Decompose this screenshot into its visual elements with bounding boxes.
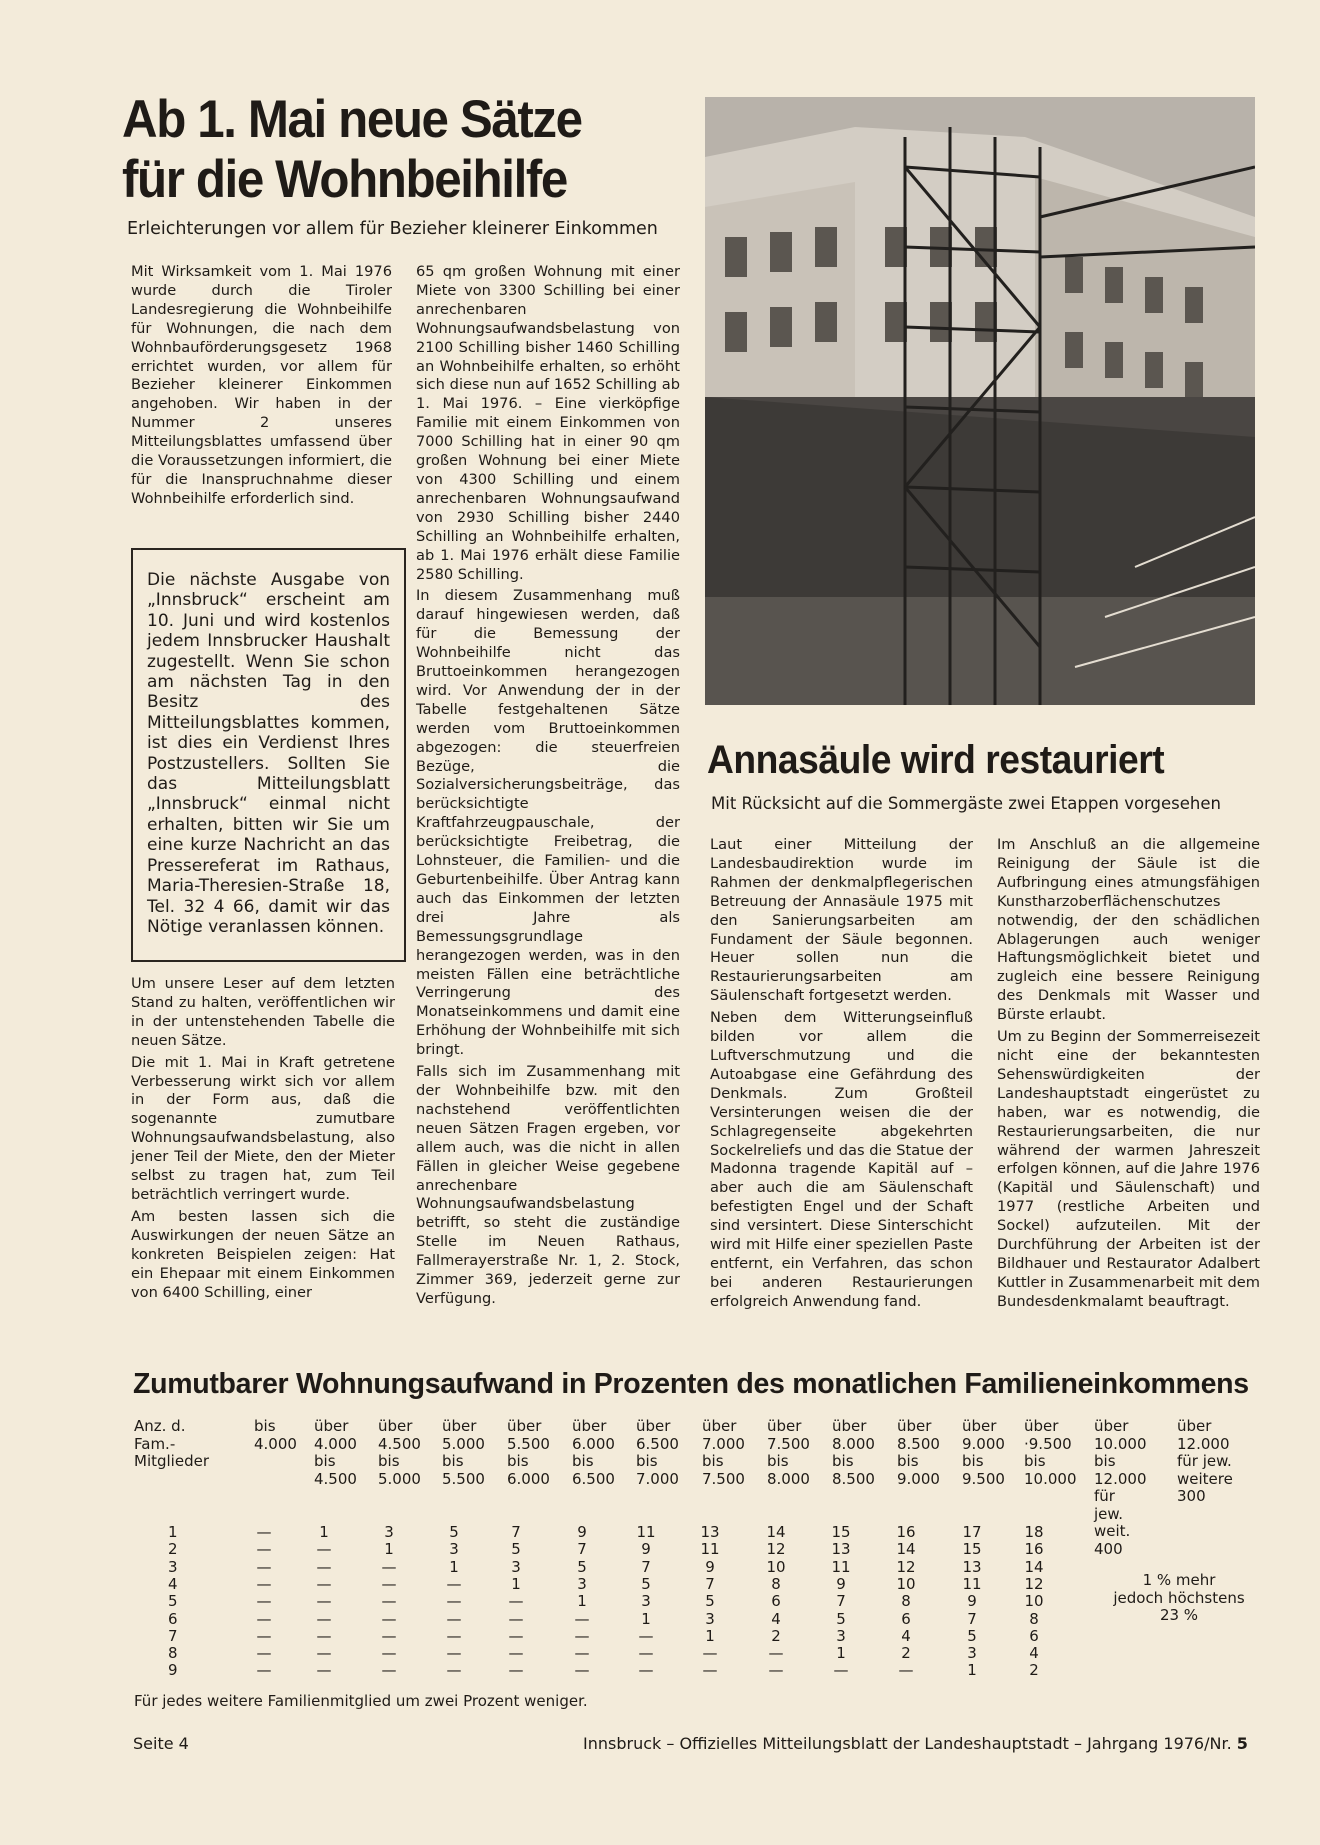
table-cell: 8: [771, 1574, 781, 1593]
table-cell: —: [381, 1557, 397, 1576]
table-cell: 11: [700, 1540, 720, 1559]
table-cell: —: [256, 1644, 272, 1663]
table-cell: —: [702, 1661, 718, 1680]
table-cell: —: [574, 1644, 590, 1663]
table-title: Zumutbarer Wohnungsaufwand in Prozenten des monatlichen Familieneinkommens: [133, 1368, 1249, 1400]
article-subheadline-annasaeule: Mit Rücksicht auf die Sommergäste zwei Etappen vorgesehen: [711, 794, 1221, 813]
table-footnote: Für jedes weitere Familienmitglied um zwei Prozent weniger.: [134, 1692, 588, 1710]
table-cell: —: [574, 1661, 590, 1680]
table-row-label: 5: [168, 1592, 178, 1611]
publication-line: Innsbruck – Offizielles Mitteilungsblatt der Landeshauptstadt – Jahrgang 1976/Nr.: [583, 1734, 1232, 1753]
article1-column2: [416, 263, 680, 1312]
table-cell: 3: [836, 1626, 846, 1645]
table-cell: —: [256, 1592, 272, 1611]
photo-illustration: [705, 97, 1255, 705]
article-headline-wohnbeihilfe: [122, 90, 643, 210]
table-cell: —: [316, 1626, 332, 1645]
table-row-label: 8: [168, 1644, 178, 1663]
table-cell: 3: [384, 1523, 394, 1541]
table-row-label: 2: [168, 1540, 178, 1559]
table-cell: —: [256, 1523, 272, 1541]
table-cell: —: [446, 1574, 462, 1593]
table-cell: 3: [449, 1540, 459, 1559]
table-cell: —: [508, 1609, 524, 1628]
table-cell: 4: [1029, 1644, 1039, 1663]
table-cell: 1: [319, 1523, 329, 1541]
table-cell: 8: [1029, 1609, 1039, 1628]
table-cell: —: [508, 1661, 524, 1680]
table-column-header: über 7.000 bis 7.500: [702, 1417, 745, 1488]
article2-paragraph: Neben dem Witterungseinfluß bilden vor allem die Luftverschmutzung und die Autoabgase eine Gefährdung des Denkmals. Zum Großteil Versinterungen weisen die der Schlagregenseite abgekehrten Sockelreliefs und das die Statue der Madonna tragende Kapitäl auf – aber auch die am Säulenschaft befestigten Engel und der Schaft sind versintert. Diese Sinterschicht wird mit Hilfe einer speziellen Paste entfernt, ein Verfahren, das schon bei anderen Restaurierungen erfolgreich Anwendung fand.: [710, 1009, 973, 1310]
table-column-header: über 6.500 bis 7.000: [636, 1417, 679, 1488]
table-cell: 5: [511, 1540, 521, 1559]
table-cell: —: [316, 1540, 332, 1559]
article1-paragraph: Um unsere Leser auf dem letzten Stand zu halten, veröffentlichen wir in der untenstehenden Tabelle die neuen Sätze.: [131, 975, 395, 1049]
table-column-header: über 8.000 bis 8.500: [832, 1417, 875, 1488]
table-cell: —: [768, 1644, 784, 1663]
table-cell: 2: [901, 1644, 911, 1663]
table-cell: 3: [705, 1609, 715, 1628]
article-subheadline-wohnbeihilfe: Erleichterungen vor allem für Bezieher kleinerer Einkommen: [127, 219, 658, 239]
table-cell: —: [381, 1574, 397, 1593]
table-cell: 5: [449, 1523, 459, 1541]
table-cell: 5: [705, 1592, 715, 1611]
table-cell: 6: [771, 1592, 781, 1611]
article2-paragraph: Laut einer Mitteilung der Landesbaudirektion wurde im Rahmen der denkmalpflegerischen Betreuung der Annasäule 1975 mit den Sanierungsarbeiten am Fundament der Säule begonnen. Heuer sollen nun die Restaurierungsarbeiten am Säulenschaft fortgesetzt werden.: [710, 836, 973, 1005]
table-cell: —: [316, 1557, 332, 1576]
table-cell: 2: [1029, 1661, 1039, 1680]
table-column-header: über 8.500 bis 9.000: [897, 1417, 940, 1488]
table-cell: 10: [766, 1557, 786, 1576]
table-cell: 7: [641, 1557, 651, 1576]
article-headline-annasaeule: Annasäule wird restauriert: [707, 738, 1165, 782]
table-cell: 7: [511, 1523, 521, 1541]
article1-paragraph: Am besten lassen sich die Auswirkungen der neuen Sätze an konkreten Beispielen zeigen: Hat ein Ehepaar mit einem Einkommen von 6400 Schilling, einer: [131, 1207, 395, 1301]
table-cell: 3: [577, 1574, 587, 1593]
table-cell: —: [446, 1609, 462, 1628]
article1-paragraph: Mit Wirksamkeit vom 1. Mai 1976 wurde durch die Tiroler Landesregierung die Wohnbeihilfe für Wohnungen, die nach dem Wohnbauförderungsgesetz 1968 errichtet wurden, vor allem für Bezieher kleinerer Einkommen angehoben. Wir haben in der Nummer 2 unseres Mitteilungsblattes umfassend über die Voraussetzungen informiert, die für die Inanspruchnahme dieser Wohnbeihilfe erforderlich sind.: [131, 263, 392, 507]
table-cell: 11: [831, 1557, 851, 1576]
table-column-header: über ·9.500 bis 10.000: [1024, 1417, 1077, 1488]
page-number: Seite 4: [133, 1734, 189, 1753]
table-cell: 12: [766, 1540, 786, 1559]
table-cell: 1: [511, 1574, 521, 1593]
table-note: 1 % mehr jedoch höchstens 23 %: [1113, 1571, 1245, 1624]
table-column-header: über 12.000 für jew. weitere 300: [1177, 1417, 1233, 1505]
table-cell: 3: [511, 1557, 521, 1576]
article2-paragraph: Um zu Beginn der Sommerreisezeit nicht eine der bekanntesten Sehenswürdigkeiten der Landeshauptstadt eingerüstet zu haben, war es notwendig, die Restaurierungsarbeiten, die nur während der warmen Jahreszeit erfolgen können, auf die Jahre 1976 (Kapitäl und Säulenschaft) und 1977 (restliche Arbeiten und Sockel) aufzuteilen. Mit der Durchführung der Arbeiten ist der Bildhauer und Restaurator Adalbert Kuttler in Zusammenarbeit mit dem Bundesdenkmalamt beauftragt.: [997, 1028, 1260, 1310]
issue-number: 5: [1236, 1734, 1248, 1753]
table-cell: 10: [896, 1574, 916, 1593]
table-cell: 8: [901, 1592, 911, 1611]
headline-line-1: Ab 1. Mai neue Sätze: [122, 90, 582, 149]
table-cell: 11: [636, 1523, 656, 1541]
table-cell: —: [381, 1626, 397, 1645]
table-row-label: 4: [168, 1574, 178, 1593]
publication-footer: [583, 1734, 1248, 1753]
table-cell: —: [381, 1661, 397, 1680]
table-cell: —: [574, 1626, 590, 1645]
table-cell: 1: [705, 1626, 715, 1645]
headline-line-2: für die Wohnbeihilfe: [122, 150, 567, 209]
table-cell: 2: [771, 1626, 781, 1645]
table-column-header: über 6.000 bis 6.500: [572, 1417, 615, 1488]
table-row-label: 9: [168, 1661, 178, 1680]
article1-paragraph: In diesem Zusammenhang muß darauf hingewiesen werden, daß für die Bemessung der Wohnbeihilfe nicht das Bruttoeinkommen herangezogen wird. Vor Anwendung der in der Tabelle festgehaltenen Sätze werden vom Bruttoeinkommen abgezogen: die steuerfreien Bezüge, die Sozialversicherungsbeiträge, das berücksichtigte Kraftfahrzeugpauschale, der berücksichtigte Freibetrag, die Lohnsteuer, die Familien- und die Geburtenbeihilfe. Über Antrag kann auch das Einkommen der letzten drei Jahre als Bemessungsgrundlage herangezogen werden, was in den meisten Fällen eine beträchtliche Verringerung des Monatseinkommens und damit eine Erhöhung der Wohnbeihilfe mit sich bringt.: [416, 587, 680, 1059]
table-cell: —: [446, 1626, 462, 1645]
table-row-label: 3: [168, 1557, 178, 1576]
table-column-header: über 4.000 bis 4.500: [314, 1417, 357, 1488]
table-cell: 18: [1024, 1523, 1044, 1541]
table-cell: —: [381, 1609, 397, 1628]
table-cell: 14: [1024, 1557, 1044, 1576]
table-cell: 4: [771, 1609, 781, 1628]
table-cell: 12: [1024, 1574, 1044, 1593]
table-cell: —: [256, 1609, 272, 1628]
article2-column1: [710, 836, 973, 1315]
table-cell: —: [256, 1661, 272, 1680]
table-cell: 5: [836, 1609, 846, 1628]
table-cell: 1: [449, 1557, 459, 1576]
table-cell: 13: [831, 1540, 851, 1559]
table-row-header: Anz. d. Fam.- Mitglieder: [134, 1417, 209, 1470]
next-issue-notice-box: [131, 548, 406, 962]
table-column-header: über 4.500 bis 5.000: [378, 1417, 421, 1488]
table-cell: 14: [766, 1523, 786, 1541]
table-cell: 7: [967, 1609, 977, 1628]
table-cell: —: [508, 1626, 524, 1645]
table-column-header: über 9.000 bis 9.500: [962, 1417, 1005, 1488]
table-cell: 12: [896, 1557, 916, 1576]
table-cell: 10: [1024, 1592, 1044, 1611]
table-cell: 7: [705, 1574, 715, 1593]
next-issue-notice-text: Die nächste Ausgabe von „Innsbruck“ erscheint am 10. Juni und wird kostenlos jedem Innsbrucker Haushalt zugestellt. Wenn Sie schon am nächsten Tag in den Besitz des Mitteilungsblattes kommen, ist dies ein Verdienst Ihres Postzustellers. Sollten Sie das Mitteilungsblatt „Innsbruck“ einmal nicht erhalten, bitten wir Sie um eine kurze Nachricht an das Pressereferat im Rathaus, Maria-Theresien-Straße 18, Tel. 32 4 66, damit wir das Nötige veranlassen können.: [147, 570, 390, 937]
table-row-label: 1: [168, 1523, 178, 1541]
table-cell: 1: [641, 1609, 651, 1628]
table-cell: 7: [577, 1540, 587, 1559]
table-cell: —: [316, 1609, 332, 1628]
table-cell: 15: [831, 1523, 851, 1541]
table-cell: —: [316, 1661, 332, 1680]
table-cell: —: [381, 1644, 397, 1663]
table-cell: 3: [967, 1644, 977, 1663]
table-cell: 9: [577, 1523, 587, 1541]
annasaeule-scaffolding-photo: [705, 97, 1255, 705]
table-cell: —: [316, 1574, 332, 1593]
table-cell: —: [446, 1592, 462, 1611]
table-cell: —: [638, 1626, 654, 1645]
table-column-header: über 7.500 bis 8.000: [767, 1417, 810, 1488]
table-cell: 1: [384, 1540, 394, 1559]
table-cell: —: [833, 1661, 849, 1680]
table-cell: 1: [577, 1592, 587, 1611]
table-cell: 13: [700, 1523, 720, 1541]
article1-column1-bottom: [131, 975, 395, 1305]
table-row-label: 7: [168, 1626, 178, 1645]
article1-paragraph: Falls sich im Zusammenhang mit der Wohnbeihilfe bzw. mit den nachstehend veröffentlichten neuen Sätzen Fragen ergeben, vor allem auch, was die nicht in allen Fällen in gleicher Weise gegebene anrechenbare Wohnungsaufwandsbelastung betrifft, so steht die zuständige Stelle im Neuen Rathaus, Fallmerayerstraße Nr. 1, 2. Stock, Zimmer 369, jederzeit gerne zur Verfügung.: [416, 1063, 680, 1307]
article2-paragraph: Im Anschluß an die allgemeine Reinigung der Säule ist die Aufbringung eines atmungsfähigen Kunstharzoberflächenschutzes notwendig, der den schädlichen Ablagerungen auch weniger Haftungsmöglichkeit bietet und zugleich eine bessere Reinigung des Denkmals mit Wasser und Bürste erlaubt.: [997, 836, 1260, 1024]
table-cell: 9: [836, 1574, 846, 1593]
table-cell: —: [638, 1661, 654, 1680]
table-cell: —: [638, 1644, 654, 1663]
table-cell: 16: [1024, 1540, 1044, 1559]
table-cell: —: [446, 1644, 462, 1663]
table-cell: 5: [641, 1574, 651, 1593]
table-column-header: über 10.000 bis 12.000 für jew. weit. 400: [1094, 1417, 1147, 1558]
table-cell: —: [446, 1661, 462, 1680]
table-column-header: bis 4.000: [254, 1417, 297, 1453]
table-row-label: 6: [168, 1609, 178, 1628]
table-cell: —: [316, 1592, 332, 1611]
table-cell: 4: [901, 1626, 911, 1645]
table-cell: 6: [901, 1609, 911, 1628]
table-cell: 5: [577, 1557, 587, 1576]
table-cell: —: [256, 1540, 272, 1559]
table-cell: 11: [962, 1574, 982, 1593]
table-cell: 7: [836, 1592, 846, 1611]
table-column-header: über 5.000 bis 5.500: [442, 1417, 485, 1488]
table-cell: 6: [1029, 1626, 1039, 1645]
table-cell: 5: [967, 1626, 977, 1645]
article1-paragraph: 65 qm großen Wohnung mit einer Miete von 3300 Schilling bei einer anrechenbaren Wohnungsaufwandsbelastung von 2100 Schilling bisher 1460 Schilling an Wohnbeihilfe erhalten, so erhöht sich diese nun auf 1652 Schilling ab 1. Mai 1976. – Eine vierköpfige Familie mit einem Einkommen von 7000 Schilling hat in einer 90 qm großen Wohnung bei einer Miete von 4300 Schilling und einem anrechenbaren Wohnungsaufwand von 2930 Schilling bisher 2440 Schilling an Wohnbeihilfe erhalten, ab 1. Mai 1976 erhält diese Familie 2580 Schilling.: [416, 263, 680, 583]
table-cell: —: [316, 1644, 332, 1663]
table-cell: 3: [641, 1592, 651, 1611]
table-cell: —: [256, 1557, 272, 1576]
article1-paragraph: Die mit 1. Mai in Kraft getretene Verbesserung wirkt sich vor allem in der Form aus, daß die sogenannte zumutbare Wohnungsaufwandsbelastung, also jener Teil der Miete, den der Mieter selbst zu tragen hat, zum Teil beträchtlich verringert wurde.: [131, 1053, 395, 1203]
table-cell: —: [898, 1661, 914, 1680]
table-cell: —: [702, 1644, 718, 1663]
table-cell: —: [508, 1592, 524, 1611]
table-cell: 9: [641, 1540, 651, 1559]
table-cell: 9: [705, 1557, 715, 1576]
article2-column2: [997, 836, 1260, 1315]
table-cell: 1: [836, 1644, 846, 1663]
table-cell: —: [381, 1592, 397, 1611]
table-cell: —: [256, 1574, 272, 1593]
table-column-header: über 5.500 bis 6.000: [507, 1417, 550, 1488]
table-cell: 15: [962, 1540, 982, 1559]
article1-column1-top: [131, 263, 392, 512]
table-cell: 1: [967, 1661, 977, 1680]
table-cell: 16: [896, 1523, 916, 1541]
table-cell: —: [256, 1626, 272, 1645]
table-cell: —: [508, 1644, 524, 1663]
table-cell: 13: [962, 1557, 982, 1576]
table-cell: 17: [962, 1523, 982, 1541]
table-cell: 9: [967, 1592, 977, 1611]
table-cell: 14: [896, 1540, 916, 1559]
table-cell: —: [574, 1609, 590, 1628]
table-cell: —: [768, 1661, 784, 1680]
